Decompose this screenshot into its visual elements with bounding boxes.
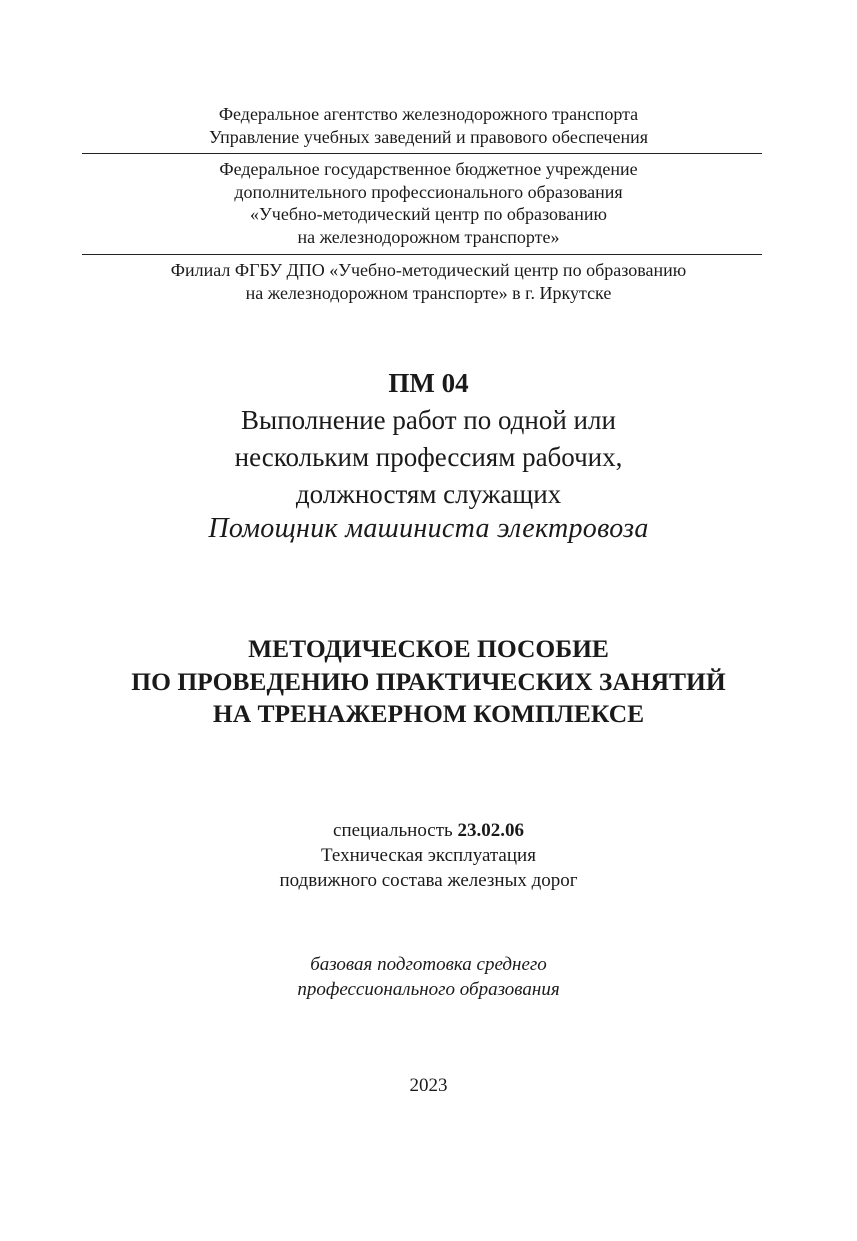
module-title-line: Выполнение работ по одной или [241,405,616,435]
branch-line: Филиал ФГБУ ДПО «Учебно-методический центр по образованию [170,260,687,280]
specialty-block [0,818,857,893]
agency-header [0,103,857,149]
specialty-prefix: специальность [333,820,458,841]
module-title [0,402,857,513]
module-code: ПМ 04 [388,368,469,398]
header-divider-bottom [82,254,762,255]
agency-name: Федеральное агентство железнодорожного транспорта [218,104,639,124]
specialty-name-line: подвижного состава железных дорог [279,870,578,891]
branch-line: на железнодорожном транспорте» в г. Иркутске [245,282,612,303]
document-title-line: МЕТОДИЧЕСКОЕ ПОСОБИЕ [248,634,609,663]
institution-line: на железнодорожном транспорте» [297,226,560,247]
education-level-line: базовая подготовка среднего [310,954,547,975]
institution-line: «Учебно-методический центр по образованию [250,204,607,224]
education-level-line: профессионального образования [297,979,560,1000]
specialty-name-line: Техническая эксплуатация [321,845,536,866]
document-title-line: ПО ПРОВЕДЕНИЮ ПРАКТИЧЕСКИХ ЗАНЯТИЙ [131,666,726,696]
institution-line: Федеральное государственное бюджетное учреждение [219,159,638,179]
module-title-line: должностям служащих [295,479,562,509]
specialty-line [0,818,857,843]
branch-header [0,259,857,304]
document-title-line: НА ТРЕНАЖЕРНОМ КОМПЛЕКСЕ [212,699,645,728]
specialty-code: 23.02.06 [457,820,524,841]
institution-header [0,158,857,248]
module-title-line: нескольким профессиям рабочих, [234,442,623,472]
institution-line: дополнительного профессионального образования [234,181,623,202]
header-divider-top [82,153,762,154]
document-title [0,633,857,731]
education-level [0,952,857,1002]
profession-name: Помощник машиниста электровоза [208,513,649,544]
agency-department: Управление учебных заведений и правового обеспечения [208,127,649,147]
publication-year: 2023 [409,1075,448,1096]
